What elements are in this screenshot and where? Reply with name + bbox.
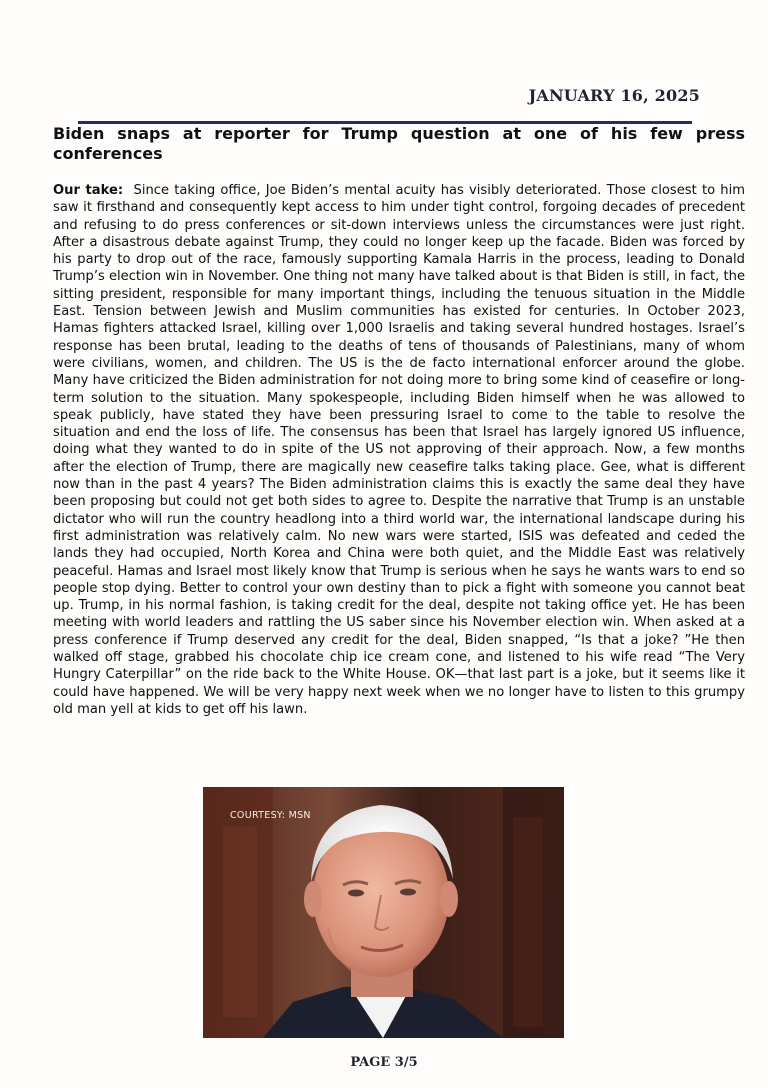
lead-label: Our take: [53, 183, 124, 198]
photo-credit: COURTESY: MSN [230, 810, 311, 821]
date-label: JANUARY 16, 2025 [528, 86, 700, 105]
article-headline: Biden snaps at reporter for Trump question at one of his few press conferences [53, 124, 745, 163]
article-photo [203, 787, 564, 1038]
article-body [53, 182, 745, 718]
photo-illustration [203, 787, 564, 1038]
page-number: PAGE 3/5 [350, 1055, 418, 1070]
article-body-text: Since taking office, Joe Biden’s mental acuity has visibly deteriorated. Those closest to him saw it firsthand and consequently kept access to him under tight control, forgoing decades of precedent and refusing to do press conferences or sit-down interviews unless the circumstances were just right. After a disastrous debate against Trump, they could no longer keep up the facade. Biden was forced by his party to drop out of the race, famously supporting Kamala Harris in the process, leading to Donald Trump’s election win in November. One thing not many have talked about is that Biden is still, in fact, the sitting president, responsible for many important things, including the tenuous situation in the Middle East. Tension between Jewish and Muslim communities has existed for centuries. In October 2023, Hamas fighters attacked Israel, killing over 1,000 Israelis and taking several hundred hostages. Israel’s response has been brutal, leading to the deaths of tens of thousands of Palestinians, many of whom were civilians, women, and children. The US is the de facto international enforcer around the globe. Many have criticized the Biden administration for not doing more to bring some kind of ceasefire or long-term solution to the situation. Many spokespeople, including Biden himself when he was allowed to speak publicly, have stated they have been pressuring Israel to come to the table to resolve the situation and end the loss of life. The consensus has been that Israel has largely ignored US influence, doing what they wanted to do in spite of the US not approving of their approach. Now, a few months after the election of Trump, there are magically new ceasefire talks taking place. Gee, what is different now than in the past 4 years? The Biden administration claims this is exactly the same deal they have been proposing but could not get both sides to agree to. Despite the narrative that Trump is an unstable dictator who will run the country headlong into a third world war, the international landscape during his first administration was relatively calm. No new wars were started, ISIS was defeated and ceded the lands they had occupied, North Korea and China were both quiet, and the Middle East was relatively peaceful. Hamas and Israel most likely know that Trump is serious when he says he wants wars to end so people stop dying. Better to control your own destiny than to pick a fight with someone you cannot beat up. Trump, in his normal fashion, is taking credit for the deal, despite not taking office yet. He has been meeting with world leaders and rattling the US saber since his November election win. When asked at a press conference if Trump deserved any credit for the deal, Biden snapped, “Is that a joke? ”He then walked off stage, grabbed his chocolate chip ice cream cone, and listened to his wife read “The Very Hungry Caterpillar” on the ride back to the White House. OK—that last part is a joke, but it seems like it could have happened. We will be very happy next week when we no longer have to listen to this grumpy old man yell at kids to get off his lawn. [53, 183, 745, 717]
